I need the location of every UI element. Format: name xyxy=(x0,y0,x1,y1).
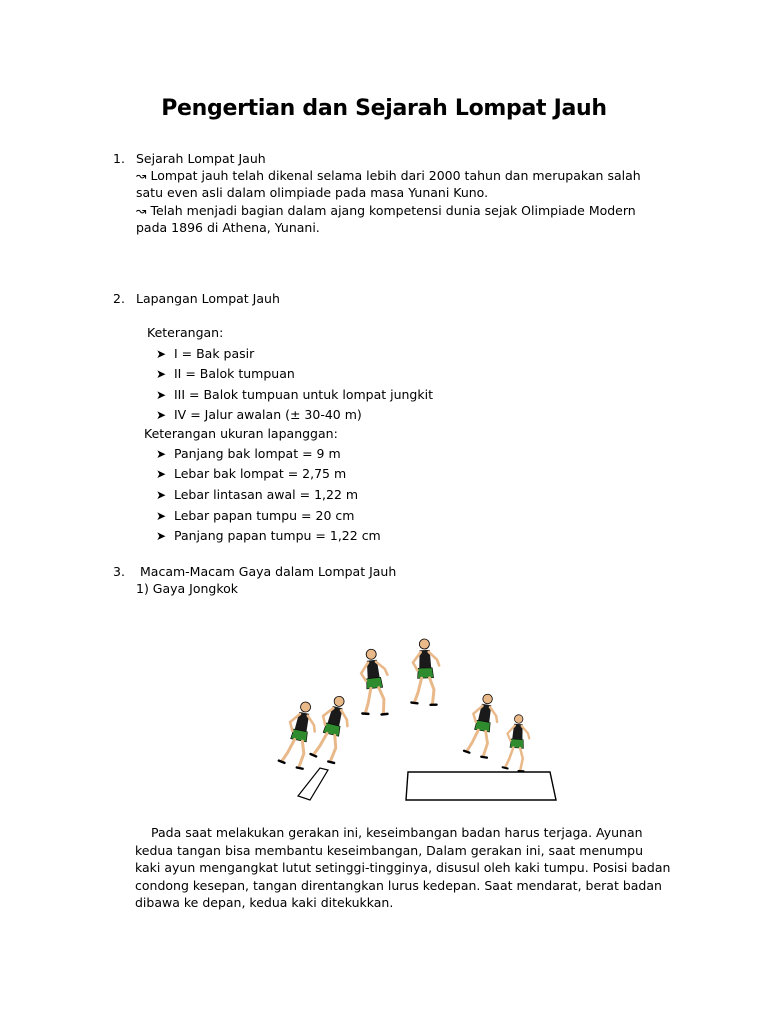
list-item: ➤ I = Bak pasir xyxy=(156,346,255,361)
arrowhead-right-icon: ➤ xyxy=(156,509,167,523)
takeoff-board xyxy=(298,768,328,800)
arrowhead-right-icon: ➤ xyxy=(156,447,167,461)
arrowhead-right-icon: ➤ xyxy=(156,388,167,402)
list-item: ➤ IV = Jalur awalan (± 30-40 m) xyxy=(156,407,362,422)
section-3-heading: Macam-Macam Gaya dalam Lompat Jauh xyxy=(140,564,397,579)
section-3-paragraph: Pada saat melakukan gerakan ini, keseimbangan badan harus terjaga. Ayunan kedua tangan bisa membantu keseimbangan, Dalam gerakan ini, saat menumpu kaki ayun mengangkat lutut setinggi-tingginya, disusul oleh kaki tumpu. Posisi badan condong kesepan, tangan direntangkan lurus kedepan. Saat mendarat, berat badan dibawa ke depan, kedua kaki ditekukkan. xyxy=(135,825,671,910)
ukuran-label: Keterangan ukuran lapanggan: xyxy=(144,426,338,441)
page-title: Pengertian dan Sejarah Lompat Jauh xyxy=(161,96,607,121)
section-1-line: ↝ Telah menjadi bagian dalam ajang kompetensi dunia sejak Olimpiade Modern xyxy=(136,203,636,218)
list-item: ➤ Lebar lintasan awal = 1,22 m xyxy=(156,487,359,502)
section-1-number: 1. xyxy=(113,151,125,166)
athlete-figure xyxy=(409,639,440,706)
section-1-line: pada 1896 di Athena, Yunani. xyxy=(136,220,320,235)
list-item: ➤ III = Balok tumpuan untuk lompat jungkit xyxy=(156,387,433,402)
section-1-line: satu even asli dalam olimpiade pada masa Yunani Kuno. xyxy=(136,185,489,200)
athlete-figure xyxy=(310,693,354,764)
keterangan-label: Keterangan: xyxy=(147,325,224,340)
list-item: ➤ Panjang bak lompat = 9 m xyxy=(156,446,341,461)
section-3-subheading: 1) Gaya Jongkok xyxy=(136,581,239,596)
section-1-line: ↝ Lompat jauh telah dikenal selama lebih dari 2000 tahun dan merupakan salah xyxy=(136,168,641,183)
section-2-number: 2. xyxy=(113,291,125,306)
athlete-figure xyxy=(356,648,392,717)
arrowhead-right-icon: ➤ xyxy=(156,408,167,422)
arrowhead-right-icon: ➤ xyxy=(156,467,167,481)
long-jump-illustration xyxy=(258,630,568,810)
list-item: ➤ Lebar papan tumpu = 20 cm xyxy=(156,508,355,523)
arrowhead-right-icon: ➤ xyxy=(156,488,167,502)
arrowhead-right-icon: ➤ xyxy=(156,367,167,381)
section-3-number: 3. xyxy=(113,564,125,579)
list-item: ➤ Lebar bak lompat = 2,75 m xyxy=(156,466,347,481)
athlete-figure xyxy=(278,699,320,770)
athlete-figure xyxy=(463,692,501,759)
section-1-heading: Sejarah Lompat Jauh xyxy=(136,151,266,166)
arrowhead-right-icon: ➤ xyxy=(156,529,167,543)
sand-pit xyxy=(406,772,556,800)
section-2-heading: Lapangan Lompat Jauh xyxy=(136,291,280,306)
list-item: ➤ Panjang papan tumpu = 1,22 cm xyxy=(156,528,381,543)
arrowhead-right-icon: ➤ xyxy=(156,347,167,361)
athlete-figure xyxy=(502,714,531,772)
list-item: ➤ II = Balok tumpuan xyxy=(156,366,295,381)
